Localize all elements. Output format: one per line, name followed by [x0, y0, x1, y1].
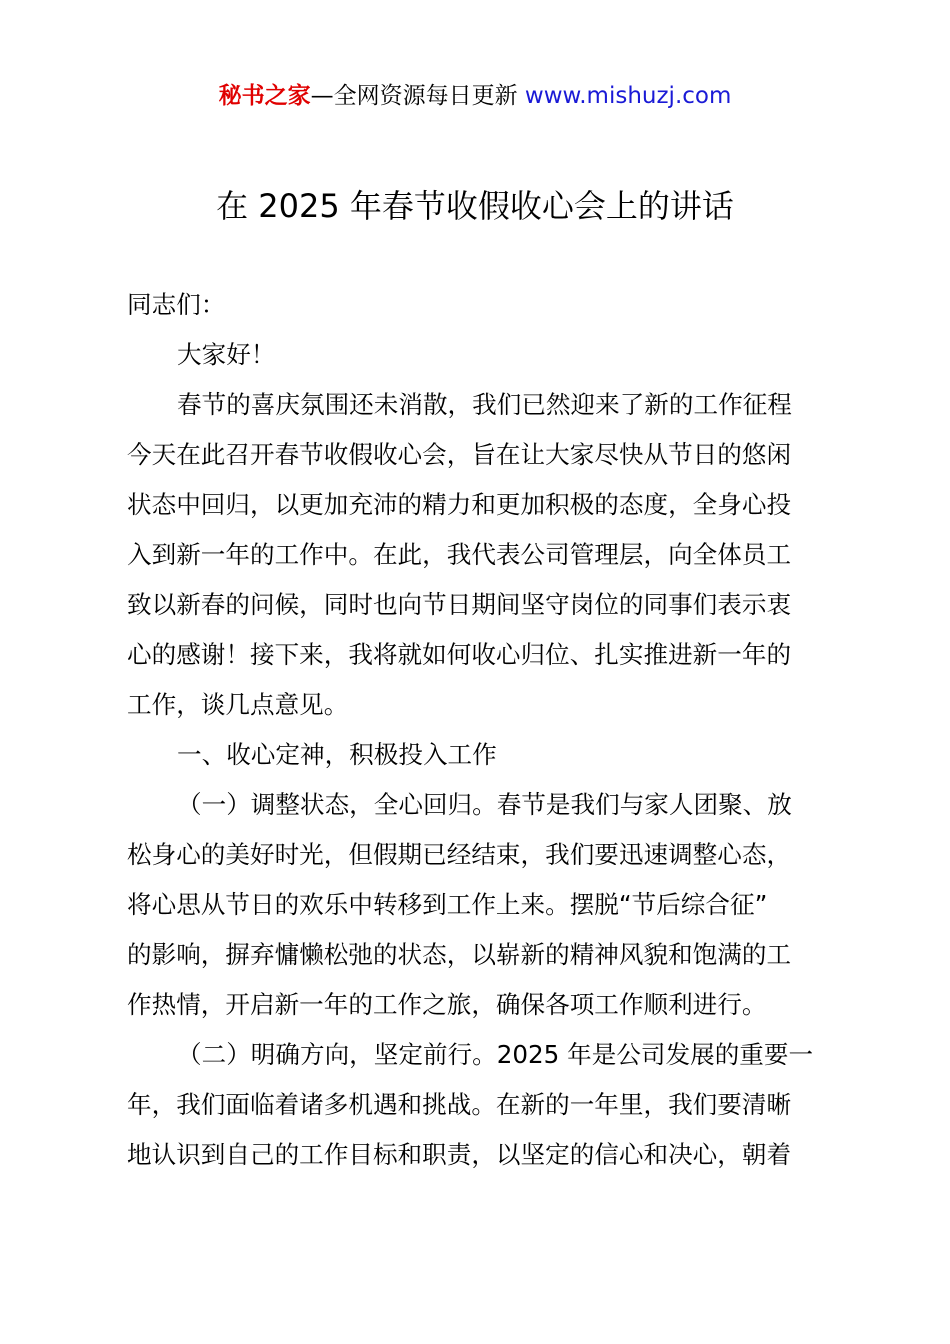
text-line: 的影响，摒弃慵懒松弛的状态，以崭新的精神风貌和饱满的工 [127, 940, 792, 969]
site-header [0, 80, 950, 112]
text-line: （一）调整状态，全心回归。春节是我们与家人团聚、放 [177, 790, 792, 819]
text-line: 松身心的美好时光，但假期已经结束，我们要迅速调整心态， [127, 840, 792, 869]
text-line: 年，我们面临着诸多机遇和挑战。在新的一年里，我们要清晰 [127, 1090, 792, 1119]
text-line: 作热情，开启新一年的工作之旅，确保各项工作顺利进行。 [127, 990, 767, 1019]
text-line: 心的感谢！接下来，我将就如何收心归位、扎实推进新一年的 [127, 640, 792, 669]
text-line: 将心思从节日的欢乐中转移到工作上来。摆脱“节后综合征” [127, 890, 768, 919]
site-brand: 秘书之家 [218, 83, 311, 109]
text-line: （二）明确方向，坚定前行。2025 年是公司发展的重要一 [177, 1040, 814, 1069]
site-url[interactable]: www.mishuzj.com [524, 83, 732, 109]
text-line: 工作，谈几点意见。 [127, 690, 349, 719]
text-line: 同志们： [127, 290, 226, 319]
site-tagline: —全网资源每日更新 [310, 83, 525, 109]
text-line: 一、收心定神，积极投入工作 [177, 740, 497, 769]
text-line: 状态中回归，以更加充沛的精力和更加积极的态度，全身心投 [127, 490, 792, 519]
text-line: 春节的喜庆氛围还未消散，我们已然迎来了新的工作征程 [177, 390, 792, 419]
text-line: 今天在此召开春节收假收心会，旨在让大家尽快从节日的悠闲 [127, 440, 792, 469]
document-body [127, 280, 832, 1180]
text-line: 入到新一年的工作中。在此，我代表公司管理层，向全体员工 [127, 540, 792, 569]
text-line: 大家好！ [177, 340, 276, 369]
document-title: 在 2025 年春节收假收心会上的讲话 [216, 187, 734, 225]
text-line: 致以新春的问候，同时也向节日期间坚守岗位的同事们表示衷 [127, 590, 792, 619]
text-line: 地认识到自己的工作目标和职责，以坚定的信心和决心，朝着 [127, 1140, 792, 1169]
